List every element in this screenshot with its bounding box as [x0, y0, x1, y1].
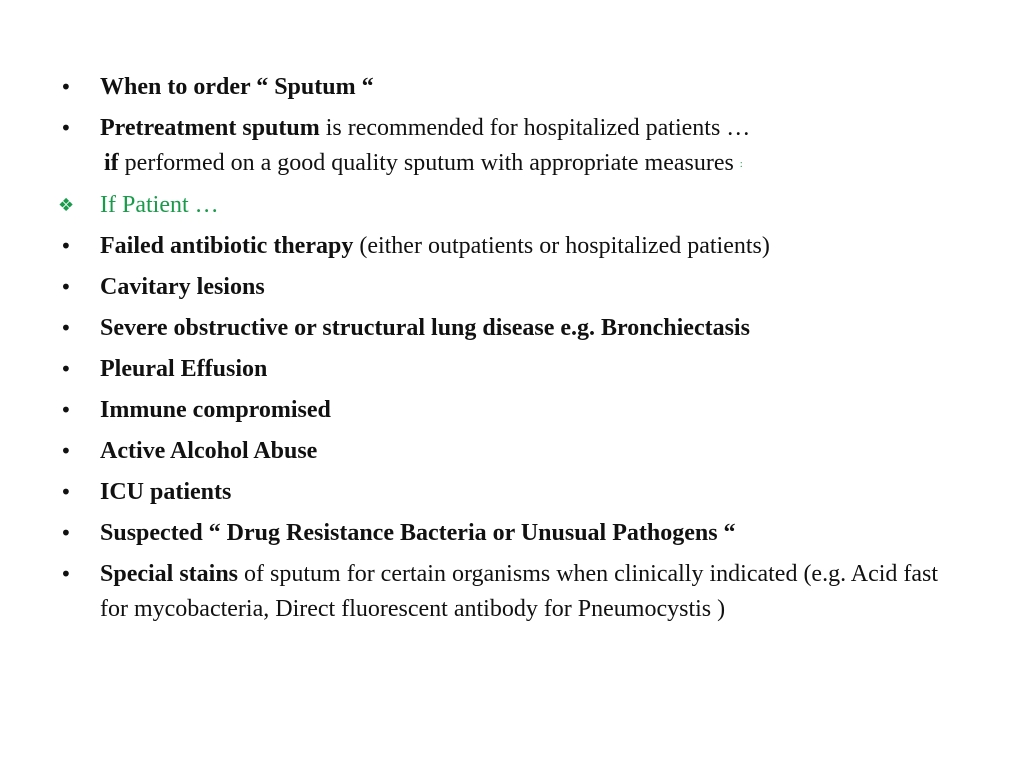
bullet-marker: •: [60, 479, 72, 504]
diamond-bullet-icon: ❖: [58, 194, 75, 216]
list-item: [58, 270, 958, 305]
bullet-marker: •: [60, 116, 72, 140]
item-bold-text: Cavitary lesions: [100, 273, 265, 300]
list-item: [58, 434, 958, 469]
item-bold-text: Suspected “ Drug Resistance Bacteria or Unusual Pathogens “: [100, 519, 736, 546]
list-item: [58, 188, 958, 223]
bullet-marker: •: [60, 356, 72, 381]
item-bold-text: Special stains: [100, 560, 239, 587]
list-item: [58, 352, 958, 387]
item-text: performed on a good quality sputum with appropriate measures: [118, 150, 740, 176]
section-heading: If Patient …: [100, 191, 219, 218]
item-bold-text: Pretreatment sputum: [100, 115, 320, 141]
item-bold-text: When to order “ Sputum “: [100, 74, 374, 100]
item-bold-text: Failed antibiotic therapy: [100, 232, 354, 259]
bullet-marker: •: [60, 438, 72, 463]
item-continuation: [100, 146, 958, 182]
list-item: [58, 516, 958, 551]
list-item: [58, 557, 940, 627]
bullet-marker: •: [60, 75, 72, 99]
item-bold-text: Pleural Effusion: [100, 355, 268, 382]
list-item: [58, 229, 958, 264]
bullet-marker: •: [60, 561, 72, 586]
item-bold-text: Active Alcohol Abuse: [100, 437, 318, 464]
item-bold-text: Immune compromised: [100, 396, 331, 423]
item-tail-mark: :: [739, 158, 743, 170]
list-item: [58, 70, 958, 105]
list-item: [58, 111, 958, 182]
list-item: [58, 311, 958, 346]
bullet-marker: •: [60, 274, 72, 299]
bullet-list: [58, 70, 958, 627]
bullet-marker: •: [60, 315, 72, 340]
item-bold-text: Severe obstructive or structural lung disease e.g. Bronchiectasis: [100, 314, 750, 341]
item-bold-text: if: [104, 150, 119, 176]
item-text: (either outpatients or hospitalized patients): [353, 232, 770, 259]
bullet-marker: •: [60, 520, 72, 545]
list-item: [58, 393, 958, 428]
item-bold-text: ICU patients: [100, 478, 232, 505]
bullet-marker: •: [60, 233, 72, 258]
item-text: of sputum for certain organisms when clinically indicated (e.g. Acid fast for mycobacteria, Direct fluorescent antibody for Pneumocystis ): [100, 560, 939, 622]
bullet-marker: •: [60, 397, 72, 422]
list-item: [58, 475, 958, 510]
item-text: is recommended for hospitalized patients …: [319, 115, 751, 141]
